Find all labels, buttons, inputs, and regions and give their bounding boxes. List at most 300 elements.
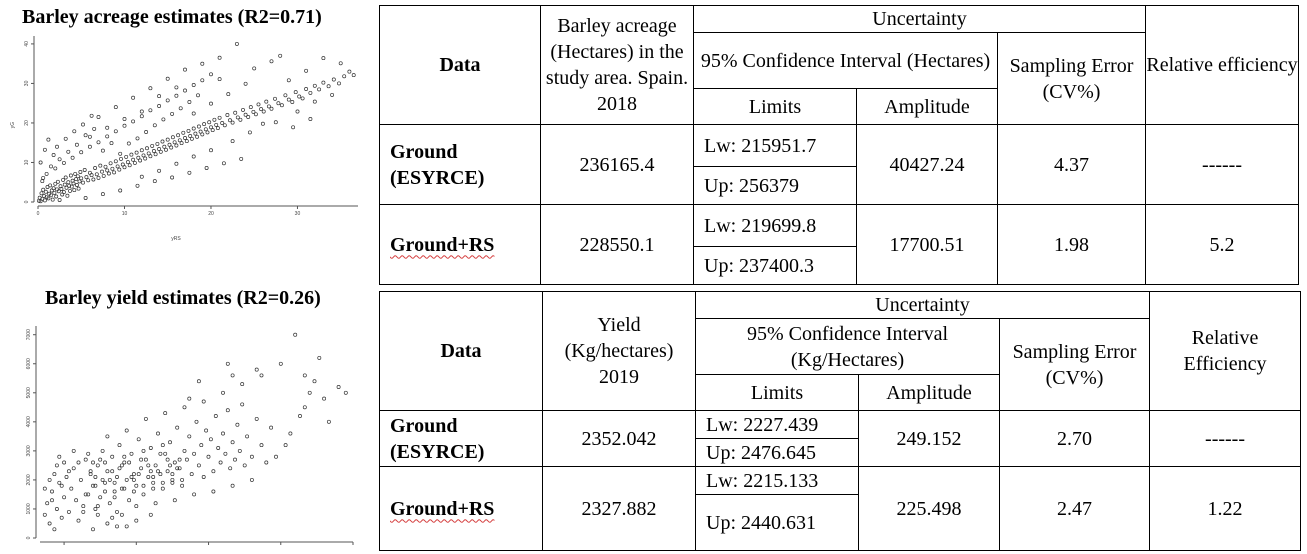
yield-data-point xyxy=(260,444,263,447)
acreage-y-tick-label: 0 xyxy=(24,200,30,204)
yield-data-point xyxy=(255,417,258,420)
acreage-data-point xyxy=(58,198,61,201)
acreage-data-point xyxy=(47,138,50,141)
yield-data-point xyxy=(96,513,99,516)
acreage-data-point xyxy=(58,158,61,161)
yield-data-point xyxy=(65,475,68,478)
acreage-data-point xyxy=(44,190,47,193)
acreage-row-ground-lw: Lw: 215951.7 xyxy=(694,125,857,167)
acreage-data-point xyxy=(97,176,100,179)
acreage-data-point xyxy=(215,123,218,126)
acreage-data-point xyxy=(192,127,195,130)
acreage-row-ground-label: Ground (ESYRCE) xyxy=(380,125,541,205)
yield-data-point xyxy=(106,435,109,438)
yield-data-point xyxy=(137,438,140,441)
acreage-data-point xyxy=(56,180,59,183)
yield-data-point xyxy=(229,467,232,470)
yield-data-point xyxy=(130,452,133,455)
yield-data-point xyxy=(91,461,94,464)
yield-data-point xyxy=(231,374,234,377)
acreage-data-point xyxy=(196,135,199,138)
acreage-data-point xyxy=(173,141,176,144)
acreage-data-point xyxy=(222,162,225,165)
acreage-data-point xyxy=(85,176,88,179)
yield-scatter-svg xyxy=(8,318,368,554)
acreage-data-point xyxy=(94,166,97,169)
yield-data-point xyxy=(173,499,176,502)
yield-data-point xyxy=(265,461,268,464)
acreage-data-point xyxy=(343,75,346,78)
yield-data-point xyxy=(284,444,287,447)
yield-row-rs-label xyxy=(380,467,543,551)
acreage-data-point xyxy=(227,93,230,96)
acreage-data-point xyxy=(244,82,247,85)
acreage-data-point xyxy=(145,130,148,133)
yield-data-point xyxy=(190,473,193,476)
acreage-data-point xyxy=(69,174,72,177)
acreage-data-point xyxy=(190,137,193,140)
acreage-head-limits: Limits xyxy=(694,89,857,125)
yield-data-point xyxy=(313,380,316,383)
acreage-data-point xyxy=(136,184,139,187)
yield-data-point xyxy=(118,467,121,470)
acreage-data-point xyxy=(277,102,280,105)
acreage-data-point xyxy=(62,161,65,164)
acreage-data-point xyxy=(161,140,164,143)
acreage-data-point xyxy=(159,150,162,153)
yield-data-point xyxy=(87,452,90,455)
acreage-data-point xyxy=(136,137,139,140)
yield-data-point xyxy=(53,473,56,476)
acreage-data-point xyxy=(249,106,252,109)
acreage-data-point xyxy=(248,131,251,134)
yield-data-point xyxy=(113,481,116,484)
acreage-data-point xyxy=(253,67,256,70)
yield-scatter-plot xyxy=(8,318,368,554)
acreage-data-point xyxy=(171,112,174,115)
yield-data-point xyxy=(79,478,82,481)
acreage-data-point xyxy=(111,167,114,170)
yield-data-point xyxy=(159,452,162,455)
acreage-data-point xyxy=(81,123,84,126)
acreage-data-point xyxy=(88,135,91,138)
acreage-data-point xyxy=(331,93,334,96)
yield-data-point xyxy=(113,496,116,499)
acreage-data-point xyxy=(216,127,219,130)
yield-head-ci: 95% Confidence Interval (Kg/Hectares) xyxy=(696,319,1000,375)
acreage-data-point xyxy=(132,96,135,99)
yield-row-ground-up: Up: 2476.645 xyxy=(696,439,859,467)
acreage-row-rs-value: 228550.1 xyxy=(541,205,694,285)
acreage-data-point xyxy=(188,100,191,103)
yield-data-point xyxy=(303,406,306,409)
yield-data-point xyxy=(166,470,169,473)
yield-data-point xyxy=(149,446,152,449)
yield-row-ground-lw: Lw: 2227.439 xyxy=(696,411,859,439)
yield-data-point xyxy=(217,446,220,449)
yield-data-point xyxy=(207,455,210,458)
yield-data-point xyxy=(108,478,111,481)
acreage-data-point xyxy=(49,165,52,168)
acreage-data-point xyxy=(209,73,212,76)
yield-data-point xyxy=(183,406,186,409)
acreage-data-point xyxy=(78,180,81,183)
yield-data-point xyxy=(202,475,205,478)
acreage-data-point xyxy=(113,171,116,174)
acreage-data-point xyxy=(88,145,91,148)
yield-data-point xyxy=(130,475,133,478)
acreage-data-point xyxy=(101,149,104,152)
acreage-data-point xyxy=(123,124,126,127)
acreage-data-point xyxy=(339,62,342,65)
yield-data-point xyxy=(154,464,157,467)
yield-data-point xyxy=(43,513,46,516)
yield-y-tick-label: 5000 xyxy=(26,387,32,399)
yield-data-point xyxy=(197,380,200,383)
yield-data-point xyxy=(123,455,126,458)
acreage-data-point xyxy=(55,188,58,191)
yield-data-point xyxy=(120,464,123,467)
acreage-data-point xyxy=(151,144,154,147)
yield-data-point xyxy=(193,493,196,496)
yield-data-point xyxy=(246,435,249,438)
acreage-data-point xyxy=(171,176,174,179)
acreage-data-point xyxy=(92,178,95,181)
yield-data-point xyxy=(113,490,116,493)
yield-data-point xyxy=(60,484,63,487)
yield-data-point xyxy=(303,374,306,377)
yield-data-point xyxy=(323,397,326,400)
acreage-data-point xyxy=(206,131,209,134)
yield-data-point xyxy=(298,414,301,417)
yield-data-point xyxy=(63,496,66,499)
yield-data-point xyxy=(176,426,179,429)
yield-data-point xyxy=(70,487,73,490)
yield-data-point xyxy=(60,516,63,519)
acreage-row-rs-up: Up: 237400.3 xyxy=(694,247,857,285)
yield-row-ground-label: Ground (ESYRCE) xyxy=(380,411,543,467)
yield-head-relative: Relative Efficiency xyxy=(1150,292,1301,411)
acreage-data-point xyxy=(64,137,67,140)
acreage-data-point xyxy=(332,78,335,81)
yield-data-point xyxy=(161,487,164,490)
acreage-data-point xyxy=(197,125,200,128)
acreage-row-ground-up: Up: 256379 xyxy=(694,167,857,205)
acreage-data-point xyxy=(205,166,208,169)
yield-data-point xyxy=(166,458,169,461)
acreage-data-point xyxy=(318,88,321,91)
acreage-data-point xyxy=(170,146,173,149)
yield-data-point xyxy=(168,464,171,467)
yield-data-point xyxy=(193,452,196,455)
yield-data-point xyxy=(185,458,188,461)
yield-data-point xyxy=(132,473,135,476)
yield-data-point xyxy=(289,432,292,435)
acreage-data-point xyxy=(209,102,212,105)
yield-data-point xyxy=(135,484,138,487)
yield-data-point xyxy=(226,409,229,412)
yield-data-point xyxy=(94,475,97,478)
yield-data-point xyxy=(58,481,61,484)
acreage-head-ci: 95% Confidence Interval (Hectares) xyxy=(694,33,998,89)
acreage-data-point xyxy=(52,153,55,156)
yield-data-point xyxy=(46,502,49,505)
acreage-data-point xyxy=(73,130,76,133)
yield-data-point xyxy=(209,438,212,441)
yield-data-point xyxy=(120,513,123,516)
yield-data-point xyxy=(221,432,224,435)
yield-data-point xyxy=(159,473,162,476)
acreage-data-point xyxy=(262,110,265,113)
acreage-data-point xyxy=(128,164,131,167)
yield-data-point xyxy=(63,461,66,464)
yield-data-point xyxy=(103,490,106,493)
acreage-data-point xyxy=(196,94,199,97)
acreage-data-point xyxy=(132,120,135,123)
acreage-data-point xyxy=(177,134,180,137)
acreage-data-point xyxy=(93,127,96,130)
acreage-data-point xyxy=(55,195,58,198)
yield-data-point xyxy=(260,374,263,377)
acreage-data-point xyxy=(97,141,100,144)
yield-row-rs-value: 2327.882 xyxy=(543,467,696,551)
yield-data-point xyxy=(67,510,70,513)
acreage-data-point xyxy=(280,104,283,107)
yield-data-point xyxy=(128,499,131,502)
yield-data-point xyxy=(111,455,114,458)
acreage-data-point xyxy=(87,179,90,182)
yield-data-point xyxy=(152,487,155,490)
yield-data-point xyxy=(72,467,75,470)
acreage-data-point xyxy=(83,168,86,171)
acreage-data-point xyxy=(204,128,207,131)
acreage-data-point xyxy=(273,97,276,100)
acreage-data-point xyxy=(201,62,204,65)
acreage-data-point xyxy=(305,87,308,90)
acreage-data-point xyxy=(43,148,46,151)
acreage-data-point xyxy=(162,118,165,121)
yield-data-point xyxy=(270,426,273,429)
acreage-data-point xyxy=(201,133,204,136)
yield-head-limits: Limits xyxy=(696,375,859,411)
yield-data-point xyxy=(132,490,135,493)
acreage-data-point xyxy=(156,142,159,145)
acreage-row-rs-relative: 5.2 xyxy=(1146,205,1299,285)
acreage-data-point xyxy=(175,162,178,165)
yield-data-point xyxy=(250,455,253,458)
acreage-data-point xyxy=(45,172,48,175)
acreage-data-point xyxy=(291,100,294,103)
acreage-data-point xyxy=(247,115,250,118)
acreage-data-point xyxy=(140,110,143,113)
acreage-data-point xyxy=(185,140,188,143)
acreage-data-point xyxy=(102,174,105,177)
acreage-data-point xyxy=(194,132,197,135)
acreage-data-point xyxy=(74,172,77,175)
acreage-x-tick-label: 10 xyxy=(121,211,128,217)
yield-data-point xyxy=(181,484,184,487)
acreage-data-point xyxy=(95,173,98,176)
acreage-data-point xyxy=(223,124,226,127)
acreage-data-point xyxy=(166,77,169,80)
yield-data-point xyxy=(200,444,203,447)
yield-data-point xyxy=(337,385,340,388)
yield-data-point xyxy=(106,470,109,473)
yield-data-point xyxy=(101,478,104,481)
yield-data-point xyxy=(137,473,140,476)
acreage-data-point xyxy=(123,166,126,169)
yield-data-point xyxy=(53,528,56,531)
acreage-data-point xyxy=(153,124,156,127)
acreage-data-point xyxy=(296,110,299,113)
acreage-data-point xyxy=(352,74,355,77)
acreage-y-tick-label: 30 xyxy=(24,80,30,87)
acreage-data-point xyxy=(130,153,133,156)
acreage-data-point xyxy=(158,104,161,107)
acreage-data-point xyxy=(62,191,65,194)
yield-data-point xyxy=(135,505,138,508)
yield-data-point xyxy=(103,481,106,484)
acreage-data-point xyxy=(64,176,67,179)
acreage-data-point xyxy=(110,142,113,145)
yield-data-point xyxy=(99,496,102,499)
yield-data-point xyxy=(156,470,159,473)
acreage-data-point xyxy=(119,189,122,192)
yield-data-point xyxy=(99,458,102,461)
acreage-data-point xyxy=(126,161,129,164)
yield-row-rs-amplitude: 225.498 xyxy=(859,467,1000,551)
acreage-data-point xyxy=(180,142,183,145)
acreage-data-point xyxy=(63,183,66,186)
acreage-data-point xyxy=(203,123,206,126)
yield-head-amplitude: Amplitude xyxy=(859,375,1000,411)
acreage-data-point xyxy=(97,115,100,118)
yield-data-point xyxy=(140,467,143,470)
acreage-data-point xyxy=(287,79,290,82)
yield-plot-title: Barley yield estimates (R2=0.26) xyxy=(45,287,321,309)
acreage-data-point xyxy=(127,142,130,145)
yield-data-point xyxy=(236,423,239,426)
yield-data-point xyxy=(241,383,244,386)
yield-y-tick-label: 7000 xyxy=(26,329,32,341)
acreage-data-point xyxy=(106,126,109,129)
yield-data-point xyxy=(106,522,109,525)
acreage-data-point xyxy=(66,194,69,197)
acreage-data-point xyxy=(309,91,312,94)
acreage-data-point xyxy=(135,151,138,154)
acreage-row-rs-amplitude: 17700.51 xyxy=(857,205,998,285)
acreage-data-point xyxy=(99,164,102,167)
acreage-data-point xyxy=(348,70,351,73)
acreage-data-point xyxy=(100,170,103,173)
yield-data-point xyxy=(128,461,131,464)
yield-data-point xyxy=(274,455,277,458)
yield-data-point xyxy=(161,481,164,484)
acreage-data-point xyxy=(119,157,122,160)
acreage-data-point xyxy=(39,161,42,164)
acreage-data-point xyxy=(257,103,260,106)
acreage-data-point xyxy=(305,69,308,72)
yield-data-point xyxy=(58,455,61,458)
yield-data-point xyxy=(178,458,181,461)
acreage-data-point xyxy=(226,113,229,116)
yield-data-point xyxy=(156,432,159,435)
acreage-data-point xyxy=(239,118,242,121)
yield-y-tick-label: 0 xyxy=(26,536,32,540)
acreage-data-point xyxy=(175,94,178,97)
acreage-data-point xyxy=(322,81,325,84)
acreage-data-point xyxy=(41,180,44,183)
acreage-data-point xyxy=(154,153,157,156)
yield-data-point xyxy=(55,507,58,510)
acreage-y-tick-label: 40 xyxy=(24,41,30,47)
yield-data-point xyxy=(226,362,229,365)
acreage-data-point xyxy=(270,107,273,110)
acreage-data-point xyxy=(140,149,143,152)
yield-data-point xyxy=(48,522,51,525)
yield-row-ground-relative: ------ xyxy=(1150,411,1301,467)
yield-data-point xyxy=(101,449,104,452)
acreage-data-point xyxy=(73,189,76,192)
yield-data-point xyxy=(188,397,191,400)
acreage-data-point xyxy=(80,177,83,180)
yield-data-point xyxy=(241,403,244,406)
yield-data-point xyxy=(147,464,150,467)
acreage-data-point xyxy=(77,187,80,190)
acreage-data-point xyxy=(240,157,243,160)
acreage-data-point xyxy=(42,176,45,179)
acreage-data-point xyxy=(192,155,195,158)
yield-data-point xyxy=(77,461,80,464)
acreage-data-point xyxy=(234,111,237,114)
acreage-data-point xyxy=(301,97,304,100)
acreage-data-point xyxy=(153,180,156,183)
acreage-data-point xyxy=(84,134,87,137)
yield-data-point xyxy=(82,505,85,508)
acreage-data-point xyxy=(179,107,182,110)
acreage-data-point xyxy=(309,117,312,120)
acreage-row-rs-cv: 1.98 xyxy=(998,205,1146,285)
acreage-row-ground-amplitude: 40427.24 xyxy=(857,125,998,205)
acreage-data-point xyxy=(54,167,57,170)
acreage-data-point xyxy=(166,99,169,102)
acreage-data-point xyxy=(118,168,121,171)
acreage-data-point xyxy=(175,86,178,89)
yield-data-point xyxy=(212,470,215,473)
acreage-data-point xyxy=(337,82,340,85)
acreage-data-point xyxy=(211,129,214,132)
acreage-data-point xyxy=(90,114,93,117)
acreage-data-point xyxy=(81,181,84,184)
acreage-y-tick-label: 10 xyxy=(24,159,30,166)
acreage-data-point xyxy=(313,84,316,87)
yield-data-point xyxy=(188,435,191,438)
yield-data-point xyxy=(221,391,224,394)
yield-data-point xyxy=(91,528,94,531)
acreage-data-point xyxy=(218,56,221,59)
yield-data-point xyxy=(94,507,97,510)
acreage-row-ground-relative: ------ xyxy=(1146,125,1299,205)
acreage-data-point xyxy=(53,191,56,194)
yield-y-tick-label: 2000 xyxy=(26,474,32,486)
yield-data-point xyxy=(96,464,99,467)
yield-data-point xyxy=(75,499,78,502)
acreage-data-point xyxy=(75,183,78,186)
yield-data-point xyxy=(279,362,282,365)
yield-row-rs-lw: Lw: 2215.133 xyxy=(696,467,859,495)
yield-head-yield: Yield (Kg/hectares) 2019 xyxy=(543,292,696,411)
yield-data-point xyxy=(231,441,234,444)
